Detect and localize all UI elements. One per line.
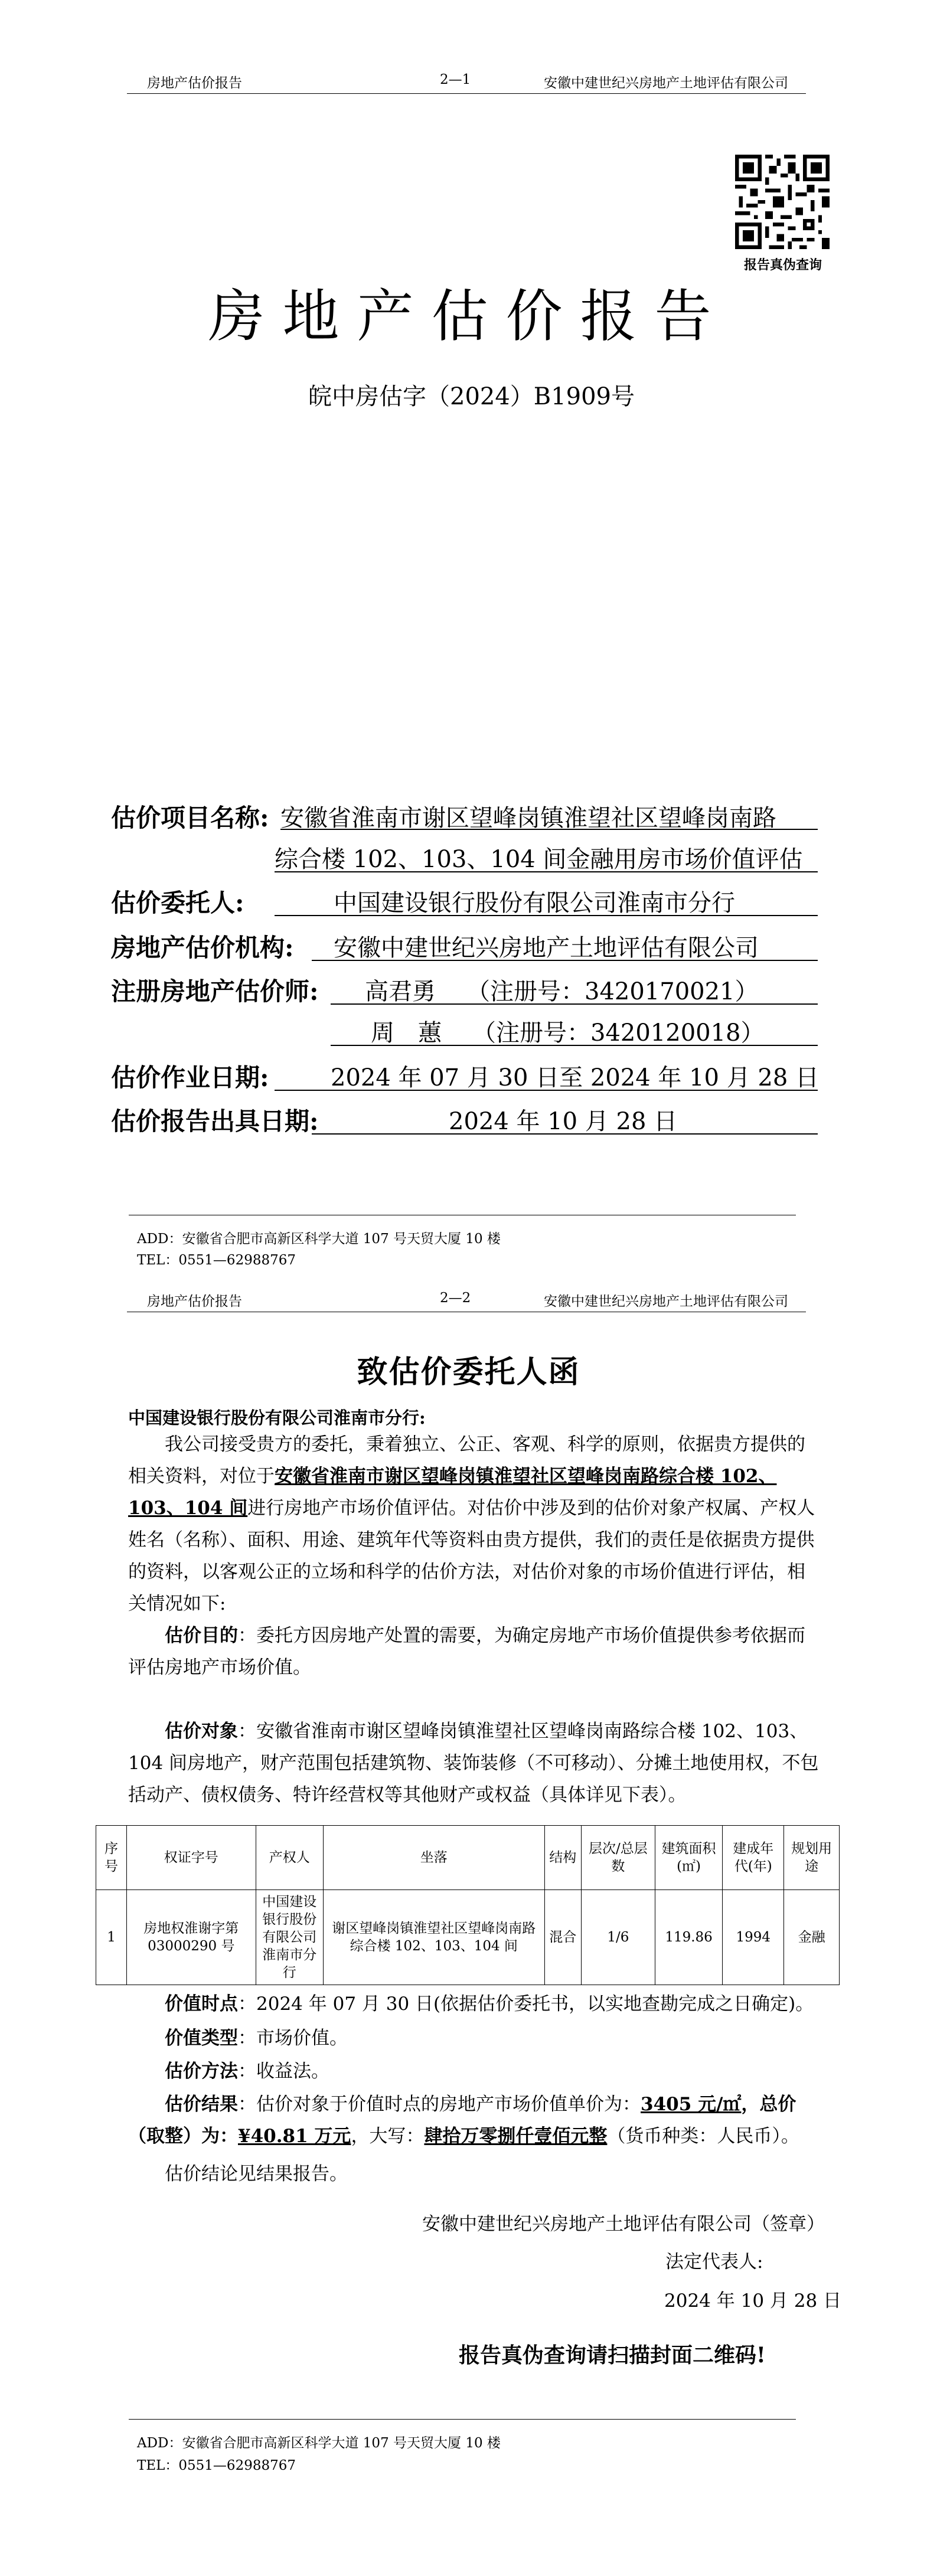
unit-price: 3405 元/㎡ xyxy=(641,2094,742,2115)
underline xyxy=(312,960,818,961)
cell-floor: 1/6 xyxy=(581,1890,655,1985)
underline xyxy=(331,1003,818,1005)
cell-owner: 中国建设银行股份有限公司淮南市分行 xyxy=(256,1890,323,1985)
value-type-paragraph xyxy=(128,2022,819,2054)
cell-use: 金融 xyxy=(784,1890,840,1985)
col-header: 层次/总层数 xyxy=(581,1826,655,1890)
col-header: 结构 xyxy=(544,1826,581,1890)
issue-date-value: 2024 年 10 月 28 日 xyxy=(449,1108,678,1135)
underline xyxy=(275,1090,818,1091)
method-paragraph xyxy=(128,2055,819,2087)
result-text-3: ，大写： xyxy=(351,2126,425,2147)
header-left: 房地产估价报告 xyxy=(147,76,242,91)
value-type-text: ：市场价值。 xyxy=(238,2028,348,2049)
cell-structure: 混合 xyxy=(544,1890,581,1985)
purpose-text: ：委托方因房地产处置的需要，为确定房地产市场价值提供参考依据而评估房地产市场价值。 xyxy=(128,1625,805,1678)
footer-divider xyxy=(129,2419,796,2420)
qr-caption: 报告真伪查询 xyxy=(743,257,822,273)
document-number: 皖中房估字（2024）B1909号 xyxy=(308,383,635,410)
header-company: 安徽中建世纪兴房地产土地评估有限公司 xyxy=(544,76,788,91)
letter-date: 2024 年 10 月 28 日 xyxy=(664,2290,842,2312)
company-signature: 安徽中建世纪兴房地产土地评估有限公司（签章） xyxy=(422,2214,825,2235)
header-page-number: 2—1 xyxy=(440,72,471,87)
footer-phone: TEL：0551—62988767 xyxy=(137,2458,296,2473)
appraiser-2-reg: （注册号：3420120018） xyxy=(472,1019,765,1047)
report-title: 房地产估价报告 xyxy=(208,283,729,349)
col-header: 序号 xyxy=(96,1826,127,1890)
total-price-chinese: 肆拾万零捌仟壹佰元整 xyxy=(424,2126,608,2147)
col-header: 权证字号 xyxy=(127,1826,256,1890)
appraisers-label: 注册房地产估价师: xyxy=(111,977,319,1006)
page-header xyxy=(127,70,806,94)
verification-notice: 报告真伪查询请扫描封面二维码! xyxy=(459,2343,766,2368)
intro-text: 我公司接受贵方的委托，秉着独立、公正、客观、科学的原则，依据贵方提供的相关资料，对位于 xyxy=(128,1434,805,1487)
value-time-paragraph xyxy=(128,1988,819,2020)
legal-representative: 法定代表人: xyxy=(665,2251,763,2273)
agency-label: 房地产估价机构: xyxy=(111,933,294,962)
value-time-label: 价值时点 xyxy=(165,1993,238,2015)
project-label: 估价项目名称: xyxy=(111,803,269,832)
client-value: 中国建设银行股份有限公司淮南市分行 xyxy=(334,890,735,917)
result-text-2: ，总价（取整）为： xyxy=(128,2094,796,2147)
appraiser-2-name: 周 蕙 xyxy=(371,1019,442,1047)
work-date-value: 2024 年 07 月 30 日至 2024 年 10 月 28 日 xyxy=(331,1064,820,1091)
property-address: 安徽省淮南市谢区望峰岗镇淮望社区望峰岗南路综合楼 102、103、104 间 xyxy=(128,1466,777,1519)
col-header: 坐落 xyxy=(323,1826,544,1890)
issue-date-label: 估价报告出具日期: xyxy=(111,1107,319,1136)
object-paragraph xyxy=(128,1715,819,1811)
purpose-paragraph xyxy=(128,1620,819,1683)
letter-page xyxy=(0,1288,937,2576)
work-date-label: 估价作业日期: xyxy=(111,1063,269,1092)
table-header-row xyxy=(96,1826,840,1890)
project-line-1: 安徽省淮南市谢区望峰岗镇淮望社区望峰岗南路 xyxy=(280,805,776,832)
header-page-number: 2—2 xyxy=(440,1290,471,1306)
cell-area: 119.86 xyxy=(655,1890,722,1985)
header-company: 安徽中建世纪兴房地产土地评估有限公司 xyxy=(544,1294,788,1309)
intro-text-cont: 进行房地产市场价值评估。对估价中涉及到的估价对象产权属、产权人姓名（名称）、面积、用途、建筑年代等资料由贵方提供，我们的责任是依据贵方提供的资料，以客观公正的立场和科学的估价方法，对估价对象的市场价值进行评估，相关情况如下: xyxy=(128,1498,815,1614)
result-paragraph xyxy=(128,2088,819,2152)
cell-location: 谢区望峰岗镇淮望社区望峰岗南路综合楼 102、103、104 间 xyxy=(323,1890,544,1985)
col-header: 产权人 xyxy=(256,1826,323,1890)
value-time-text: ：2024 年 07 月 30 日(依据估价委托书，以实地查勘完成之日确定)。 xyxy=(238,1993,814,2015)
page-header xyxy=(127,1288,806,1312)
table-row xyxy=(96,1890,840,1985)
underline xyxy=(280,829,818,830)
underline xyxy=(331,1045,818,1046)
conclusion-paragraph xyxy=(128,2158,819,2190)
client-label: 估价委托人: xyxy=(111,888,244,917)
total-price: ¥40.81 万元 xyxy=(238,2126,351,2147)
object-text: ：安徽省淮南市谢区望峰岗镇淮望社区望峰岗南路综合楼 102、103、104 间房地产，财产范围包括建筑物、装饰装修（不可移动）、分摊土地使用权，不包括动产、债权债务、特许经营权等其他财产或权益（具体详见下表）。 xyxy=(128,1721,819,1806)
footer-phone: TEL：0551—62988767 xyxy=(137,1253,296,1268)
underline xyxy=(275,871,818,872)
method-label: 估价方法 xyxy=(165,2061,238,2082)
footer-address: ADD：安徽省合肥市高新区科学大道 107 号天贸大厦 10 楼 xyxy=(137,1231,501,1247)
result-label: 估价结果 xyxy=(165,2094,238,2115)
property-table xyxy=(96,1825,840,1985)
intro-paragraph xyxy=(128,1428,819,1620)
appraiser-1-reg: （注册号：3420170021） xyxy=(466,978,759,1005)
conclusion-text: 估价结论见结果报告。 xyxy=(165,2163,348,2185)
cell-index: 1 xyxy=(96,1890,127,1985)
project-line-2: 综合楼 102、103、104 间金融用房市场价值评估 xyxy=(275,846,803,873)
salutation: 中国建设银行股份有限公司淮南市分行: xyxy=(128,1408,426,1428)
header-left: 房地产估价报告 xyxy=(147,1294,242,1309)
cell-certificate: 房地权淮谢字第 03000290 号 xyxy=(127,1890,256,1985)
col-header: 建成年代(年) xyxy=(723,1826,784,1890)
method-text: ：收益法。 xyxy=(238,2061,329,2082)
cell-year: 1994 xyxy=(723,1890,784,1985)
footer-address: ADD：安徽省合肥市高新区科学大道 107 号天贸大厦 10 楼 xyxy=(137,2436,501,2451)
col-header: 规划用途 xyxy=(784,1826,840,1890)
result-text: ：估价对象于价值时点的房地产市场价值单价为： xyxy=(238,2094,641,2115)
letter-title: 致估价委托人函 xyxy=(357,1354,580,1390)
value-type-label: 价值类型 xyxy=(165,2028,238,2049)
result-text-4: （货币种类：人民币）。 xyxy=(607,2126,799,2147)
purpose-label: 估价目的 xyxy=(165,1625,238,1646)
object-label: 估价对象 xyxy=(165,1721,238,1742)
qr-code-icon[interactable] xyxy=(735,155,830,249)
underline xyxy=(275,915,818,916)
col-header: 建筑面积(㎡) xyxy=(655,1826,722,1890)
underline xyxy=(312,1133,818,1135)
appraiser-1-name: 高君勇 xyxy=(365,978,436,1005)
agency-value: 安徽中建世纪兴房地产土地评估有限公司 xyxy=(334,934,759,962)
